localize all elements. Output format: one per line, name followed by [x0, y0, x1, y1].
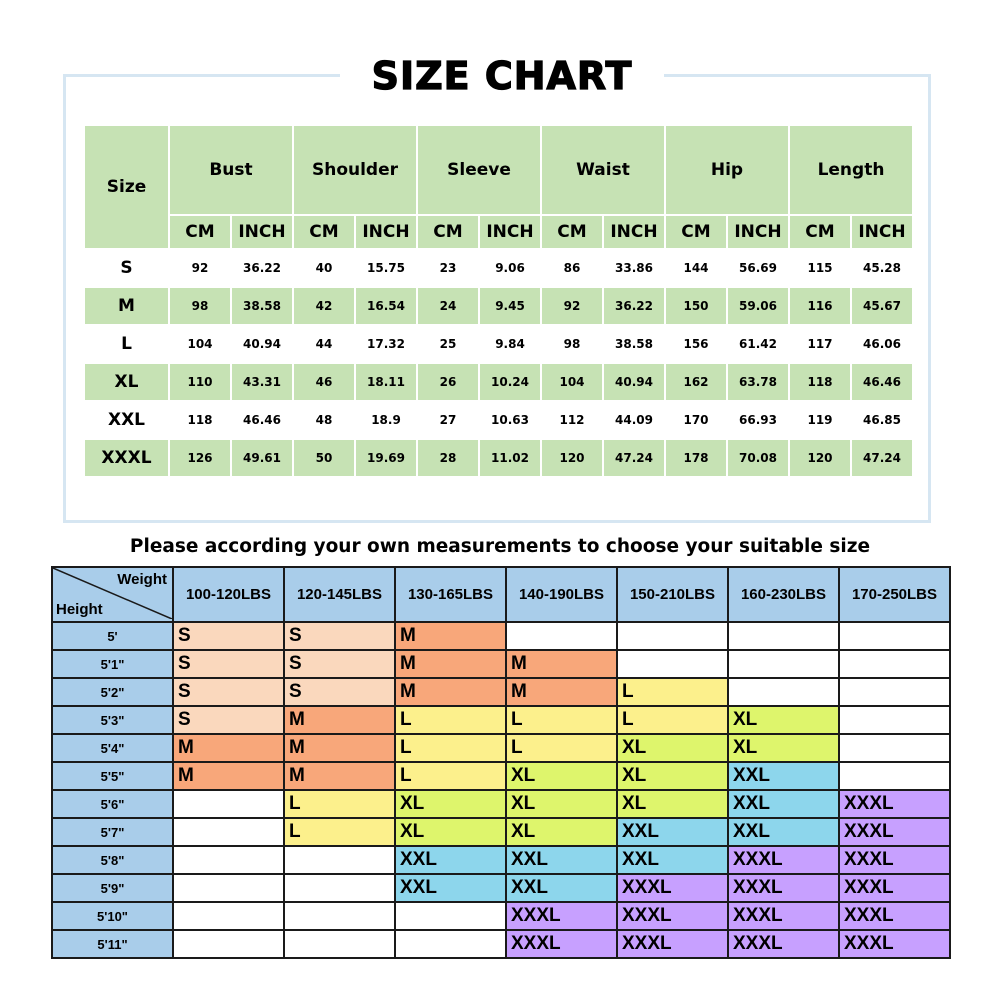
measurement-value: 59.06 [728, 288, 788, 324]
size-cell: S [284, 678, 395, 706]
table-row [85, 364, 912, 400]
weight-axis-label: Weight [117, 571, 167, 588]
size-cell: XXXL [506, 930, 617, 958]
measurement-value: 170 [683, 413, 709, 427]
size-measurement-table [83, 124, 914, 478]
size-cell [173, 930, 284, 958]
size-cell [173, 902, 284, 930]
size-cell: XXXL [839, 818, 950, 846]
height-label: 5'7" [52, 818, 173, 846]
measurement-value: 15.75 [367, 261, 405, 275]
size-cell [839, 678, 950, 706]
size-cell: M [284, 762, 395, 790]
size-cell: XXL [617, 818, 728, 846]
size-cell: S [173, 706, 284, 734]
measurement-value: 112 [559, 413, 585, 427]
measurement-value: 36.22 [604, 288, 664, 324]
size-label: XXL [107, 410, 146, 430]
measurement-value: 26 [418, 364, 478, 400]
measurement-value: 56.69 [739, 261, 777, 275]
size-cell: M [506, 650, 617, 678]
size-cell: M [284, 734, 395, 762]
size-cell: XL [617, 762, 728, 790]
page-title: SIZE CHART [340, 52, 664, 100]
size-cell: XXL [506, 846, 617, 874]
measurement-value: 40.94 [604, 364, 664, 400]
size-cell: XXXL [839, 930, 950, 958]
measurement-value: 92 [191, 261, 209, 275]
weight-range-header: 160-230LBS [728, 567, 839, 622]
size-cell [839, 622, 950, 650]
size-label: XXXL [85, 440, 168, 476]
size-cell [617, 622, 728, 650]
size-cell: XL [617, 734, 728, 762]
size-label: S [120, 258, 133, 278]
height-axis-label: Height [56, 601, 103, 618]
measurement-value: 17.32 [367, 337, 405, 351]
size-column-header: Size [85, 126, 168, 248]
weight-range-header: 120-145LBS [284, 567, 395, 622]
measurement-value: 46.46 [852, 364, 912, 400]
weight-range-header: 140-190LBS [506, 567, 617, 622]
weight-range-header: 150-210LBS [617, 567, 728, 622]
height-row [52, 846, 950, 874]
measurement-value: 126 [170, 440, 230, 476]
measurement-value: 47.24 [852, 440, 912, 476]
measurement-value: 36.22 [243, 261, 281, 275]
measurement-value: 46.06 [863, 337, 901, 351]
measurement-value: 10.63 [491, 413, 529, 427]
size-cell: M [395, 678, 506, 706]
measurement-header-waist: Waist [542, 126, 664, 214]
measurement-value: 46.85 [863, 413, 901, 427]
measurement-value: 144 [683, 261, 709, 275]
measurement-value: 116 [790, 288, 850, 324]
measurement-value: 115 [807, 261, 833, 275]
measurement-value: 18.9 [371, 413, 401, 427]
table-row [85, 250, 912, 286]
measurement-value: 49.61 [232, 440, 292, 476]
measurement-value: 150 [666, 288, 726, 324]
height-label: 5'2" [52, 678, 173, 706]
height-label: 5'4" [52, 734, 173, 762]
measurement-value: 45.28 [863, 261, 901, 275]
measurement-value: 86 [563, 261, 581, 275]
weight-height-corner [52, 567, 173, 622]
size-cell: XL [506, 818, 617, 846]
measurement-value: 28 [418, 440, 478, 476]
size-label: L [121, 334, 132, 354]
size-cell: XXXL [839, 874, 950, 902]
size-cell [173, 818, 284, 846]
measurement-header-length: Length [790, 126, 912, 214]
size-cell: XXXL [728, 874, 839, 902]
size-advice-note: Please according your own measurements to choose your suitable size [129, 536, 871, 557]
height-label: 5'6" [52, 790, 173, 818]
measurement-value: 24 [418, 288, 478, 324]
size-cell: L [617, 678, 728, 706]
measurement-value: 178 [666, 440, 726, 476]
size-cell: XXL [395, 846, 506, 874]
measurement-value: 46.46 [243, 413, 281, 427]
measurement-value: 38.58 [232, 288, 292, 324]
unit-header-inch: INCH [356, 216, 416, 248]
size-cell: L [284, 818, 395, 846]
size-cell [284, 930, 395, 958]
size-cell: M [284, 706, 395, 734]
size-cell: XXXL [728, 930, 839, 958]
measurement-value: 50 [294, 440, 354, 476]
measurement-value: 98 [563, 337, 581, 351]
size-cell [284, 846, 395, 874]
size-cell: L [506, 706, 617, 734]
size-cell: XXXL [506, 902, 617, 930]
size-cell: XXL [617, 846, 728, 874]
size-cell: XXL [728, 762, 839, 790]
unit-header-inch: INCH [232, 216, 292, 248]
height-label: 5'10" [52, 902, 173, 930]
measurement-value: 104 [187, 337, 213, 351]
weight-height-chart [51, 566, 951, 959]
table-row [85, 440, 912, 476]
height-row [52, 706, 950, 734]
measurement-value: 44 [315, 337, 333, 351]
measurement-value: 10.24 [480, 364, 540, 400]
unit-header-inch: INCH [480, 216, 540, 248]
height-row [52, 818, 950, 846]
measurement-value: 45.67 [852, 288, 912, 324]
size-cell: XXXL [728, 902, 839, 930]
size-cell [728, 622, 839, 650]
size-cell [173, 790, 284, 818]
size-cell [395, 902, 506, 930]
size-cell: XXL [728, 818, 839, 846]
unit-header-inch: INCH [852, 216, 912, 248]
measurement-value: 117 [807, 337, 833, 351]
size-cell [284, 902, 395, 930]
measurement-value: 38.58 [615, 337, 653, 351]
size-cell: XL [506, 790, 617, 818]
measurement-value: 43.31 [232, 364, 292, 400]
height-row [52, 902, 950, 930]
size-cell: XXXL [839, 846, 950, 874]
measurement-value: 46 [294, 364, 354, 400]
height-row [52, 650, 950, 678]
size-cell: M [173, 762, 284, 790]
height-row [52, 762, 950, 790]
measurement-value: 162 [666, 364, 726, 400]
size-cell: M [173, 734, 284, 762]
size-cell: XXL [506, 874, 617, 902]
size-cell: S [173, 678, 284, 706]
size-cell [839, 650, 950, 678]
table-row [85, 402, 912, 438]
measurement-value: 120 [542, 440, 602, 476]
weight-range-header: 100-120LBS [173, 567, 284, 622]
size-cell [173, 846, 284, 874]
size-cell: XXXL [617, 902, 728, 930]
size-cell [284, 874, 395, 902]
unit-header-cm: CM [170, 216, 230, 248]
unit-header-cm: CM [542, 216, 602, 248]
unit-header-inch: INCH [728, 216, 788, 248]
height-label: 5'5" [52, 762, 173, 790]
height-label: 5'1" [52, 650, 173, 678]
measurement-value: 11.02 [480, 440, 540, 476]
measurement-value: 9.06 [495, 261, 525, 275]
height-row [52, 790, 950, 818]
measurement-value: 63.78 [728, 364, 788, 400]
measurement-value: 119 [807, 413, 833, 427]
measurement-value: 47.24 [604, 440, 664, 476]
unit-header-cm: CM [790, 216, 850, 248]
size-cell: XL [395, 818, 506, 846]
measurement-value: 9.45 [480, 288, 540, 324]
size-cell [728, 678, 839, 706]
size-cell: XXXL [617, 930, 728, 958]
size-cell: XL [728, 734, 839, 762]
size-cell: M [395, 650, 506, 678]
measurement-value: 33.86 [615, 261, 653, 275]
measurement-value: 25 [439, 337, 457, 351]
measurement-value: 40 [315, 261, 333, 275]
measurement-value: 48 [315, 413, 333, 427]
size-cell: XXL [395, 874, 506, 902]
measurement-value: 118 [790, 364, 850, 400]
measurement-value: 9.84 [495, 337, 525, 351]
size-cell: S [284, 622, 395, 650]
size-cell: XXXL [839, 790, 950, 818]
size-cell: S [173, 622, 284, 650]
unit-header-inch: INCH [604, 216, 664, 248]
size-cell: L [617, 706, 728, 734]
size-cell [617, 650, 728, 678]
measurement-value: 61.42 [739, 337, 777, 351]
size-cell: L [395, 706, 506, 734]
size-cell: L [284, 790, 395, 818]
size-cell [839, 706, 950, 734]
measurement-value: 16.54 [356, 288, 416, 324]
measurement-value: 23 [439, 261, 457, 275]
measurement-value: 120 [790, 440, 850, 476]
measurement-value: 70.08 [728, 440, 788, 476]
size-cell: L [395, 762, 506, 790]
measurement-value: 27 [439, 413, 457, 427]
measurement-value: 42 [294, 288, 354, 324]
size-cell [395, 930, 506, 958]
size-cell [839, 734, 950, 762]
height-label: 5'3" [52, 706, 173, 734]
unit-header-cm: CM [666, 216, 726, 248]
measurement-value: 92 [542, 288, 602, 324]
height-label: 5'9" [52, 874, 173, 902]
height-row [52, 734, 950, 762]
measurement-header-hip: Hip [666, 126, 788, 214]
size-cell [506, 622, 617, 650]
measurement-value: 40.94 [243, 337, 281, 351]
size-cell [173, 874, 284, 902]
height-label: 5' [52, 622, 173, 650]
size-cell: S [284, 650, 395, 678]
measurement-value: 18.11 [356, 364, 416, 400]
size-cell: L [506, 734, 617, 762]
measurement-value: 104 [542, 364, 602, 400]
size-cell: XXXL [839, 902, 950, 930]
height-label: 5'11" [52, 930, 173, 958]
measurement-header-shoulder: Shoulder [294, 126, 416, 214]
size-cell [839, 762, 950, 790]
unit-header-cm: CM [418, 216, 478, 248]
size-label: XL [85, 364, 168, 400]
size-cell: M [395, 622, 506, 650]
measurement-value: 44.09 [615, 413, 653, 427]
measurement-value: 156 [683, 337, 709, 351]
measurement-value: 98 [170, 288, 230, 324]
table-row [85, 326, 912, 362]
size-cell: XL [617, 790, 728, 818]
table-row [85, 288, 912, 324]
size-cell [728, 650, 839, 678]
measurement-value: 19.69 [356, 440, 416, 476]
measurement-value: 66.93 [739, 413, 777, 427]
size-cell: XXXL [728, 846, 839, 874]
size-cell: XL [395, 790, 506, 818]
measurement-value: 110 [170, 364, 230, 400]
weight-range-header: 130-165LBS [395, 567, 506, 622]
height-row [52, 678, 950, 706]
size-cell: M [506, 678, 617, 706]
size-cell: XL [728, 706, 839, 734]
measurement-header-sleeve: Sleeve [418, 126, 540, 214]
size-label: M [85, 288, 168, 324]
height-row [52, 930, 950, 958]
size-cell: XL [506, 762, 617, 790]
measurement-header-bust: Bust [170, 126, 292, 214]
size-cell: XXXL [617, 874, 728, 902]
weight-range-header: 170-250LBS [839, 567, 950, 622]
unit-header-cm: CM [294, 216, 354, 248]
size-cell: L [395, 734, 506, 762]
height-row [52, 874, 950, 902]
height-row [52, 622, 950, 650]
size-cell: XXL [728, 790, 839, 818]
height-label: 5'8" [52, 846, 173, 874]
measurement-value: 118 [187, 413, 213, 427]
size-cell: S [173, 650, 284, 678]
